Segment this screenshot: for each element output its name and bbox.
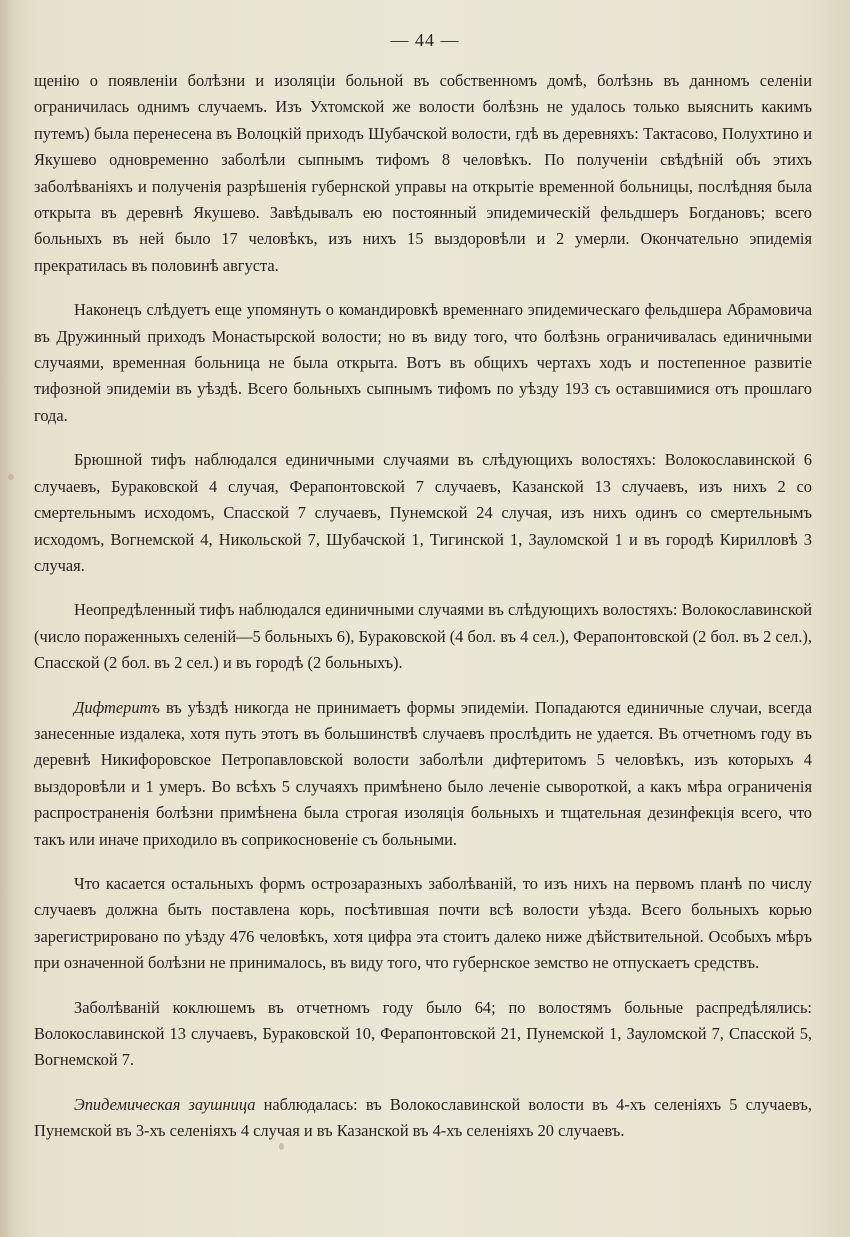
page-number: — 44 — bbox=[390, 30, 460, 50]
paragraph-typhoid: Брюшной тифъ наблюдался единичными случаями въ слѣдующихъ волостяхъ: Волокославинской 6 случаевъ, Бураковской 4 случая, Ферапонтовской 7 случаевъ, Казанской 13 случаевъ, изъ нихъ 2 со смертельнымъ исходомъ, Спасской 7 случаевъ, Пунемской 24 случая, изъ нихъ одинъ со смертельнымъ исходомъ, Вогнемской 4, Никольской 7, Шубачской 1, Тигинской 1, Зауломской 1 и въ городѣ Кирилловѣ 3 случая. bbox=[34, 450, 812, 575]
paragraph-mumps bbox=[34, 1092, 812, 1145]
paragraph-continuation: щенію о появленіи болѣзни и изоляціи больной въ собственномъ домѣ, болѣзнь въ данномъ селеніи ограничилась однимъ случаемъ. Изъ Ухтомской же волости болѣзнь не удалось только выяснить какимъ путемъ) была перенесена въ Волоцкій приходъ Шубачской волости, гдѣ въ деревняхъ: Тактасово, Полухтино и Якушево одновременно заболѣли сыпнымъ тифомъ 8 человѣкъ. По полученіи свѣдѣній объ этихъ заболѣваніяхъ и полученія разрѣшенія губернской управы на открытіе временной больницы, послѣдняя была открыта въ деревнѣ Якушево. Завѣдывалъ ею постоянный эпидемическій фельдшеръ Богдановъ; всего больныхъ въ ней было 17 человѣкъ, изъ нихъ 15 выздоровѣли и 2 умерли. Окончательно эпидемія прекратилась въ половинѣ августа. bbox=[34, 71, 812, 275]
paragraph-whooping-cough: Заболѣваній коклюшемъ въ отчетномъ году было 64; по волостямъ больные распредѣлялись: Волокославинской 13 случаевъ, Бураковской 10, Ферапонтовской 21, Пунемской 1, Зауломской 7, Спасской 5, Вогнемской 7. bbox=[34, 997, 812, 1070]
mumps-heading: Эпидемическая заушница bbox=[74, 1094, 256, 1114]
diphtheria-heading: Дифтеритъ bbox=[74, 697, 160, 717]
body-text bbox=[34, 68, 812, 1163]
paper-speck bbox=[279, 1143, 284, 1150]
paragraph-undetermined-typhus: Неопредѣленный тифъ наблюдался единичными случаями въ слѣдующихъ волостяхъ: Волокославинской (число пораженныхъ селеній—5 больныхъ 6), Бураковской (4 бол. въ 4 сел.), Ферапонтовской (2 бол. въ 2 сел.), Спасской (2 бол. въ 2 сел.) и въ городѣ (2 больныхъ). bbox=[34, 600, 812, 673]
paper-speck bbox=[8, 474, 14, 480]
diphtheria-text: въ уѣздѣ никогда не принимаетъ формы эпидеміи. Попадаются единичные случаи, всегда занесенные издалека, хотя путь этотъ въ большинствѣ случаевъ прослѣдить не удается. Въ отчетномъ году въ деревнѣ Никифоровское Петропавловской волости заболѣли дифтеритомъ 5 человѣкъ, изъ которыхъ 4 выздоровѣли и 1 умеръ. Во всѣхъ 5 случаяхъ примѣнено было леченіе сывороткой, а какъ мѣра ограниченія распространенія болѣзни примѣнена была строгая изоляція больныхъ и тщательная дезинфекція всего, что такъ или иначе приходило въ соприкосновеніе съ больными. bbox=[34, 697, 812, 849]
paragraph-diphtheria bbox=[34, 695, 812, 853]
mumps-text: наблюдалась: въ Волокославинской волости въ 4-хъ селеніяхъ 5 случаевъ, Пунемской въ 3-хъ селеніяхъ 4 случая и въ Казанской въ 4-хъ селеніяхъ 20 случаевъ. bbox=[34, 1094, 812, 1141]
paragraph-abramovich: Наконецъ слѣдуетъ еще упомянуть о командировкѣ временнаго эпидемическаго фельдшера Абрамовича въ Дружинный приходъ Монастырской волости; но въ виду того, что болѣзнь ограничивалась единичными случаями, временная больница не была открыта. Вотъ въ общихъ чертахъ ходъ и постепенное развитіе тифозной эпидеміи въ уѣздѣ. Всего больныхъ сыпнымъ тифомъ по уѣзду 193 съ оставшимися отъ прошлаго года. bbox=[34, 300, 812, 425]
paragraph-measles: Что касается остальныхъ формъ острозаразныхъ заболѣваній, то изъ нихъ на первомъ планѣ по числу случаевъ должна быть поставлена корь, посѣтившая почти всѣ волости уѣзда. Всего больныхъ корью зарегистрировано по уѣзду 476 человѣкъ, хотя цифра эта стоитъ далеко ниже дѣйствительной. Особыхъ мѣръ при означенной болѣзни не принималось, въ виду того, что губернское земство не отпускаетъ средствъ. bbox=[34, 873, 812, 973]
